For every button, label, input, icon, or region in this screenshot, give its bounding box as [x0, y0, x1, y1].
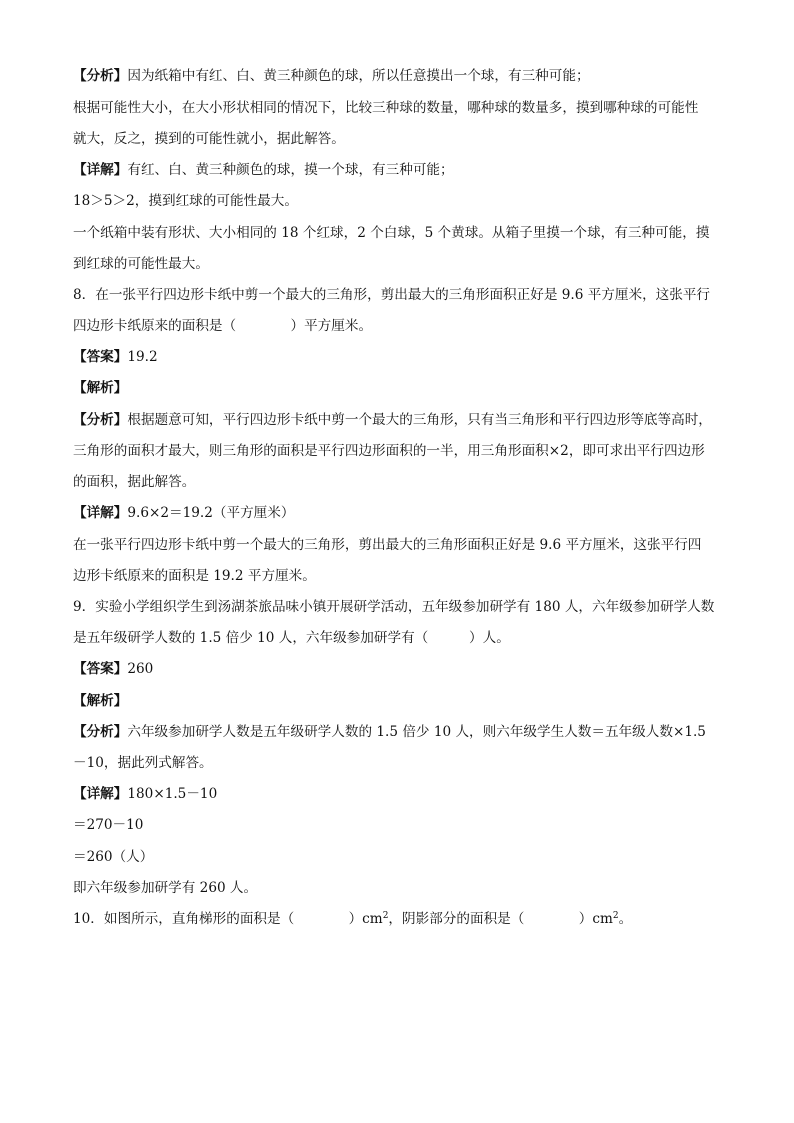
- line-text: 三角形的面积才最大，则三角形的面积是平行四边形面积的一半，用三角形面积×2，即可求出平行四边形: [73, 443, 705, 459]
- line-text: 9．实验小学组织学生到汤湖茶旅品味小镇开展研学活动，五年级参加研学有 180 人，六年级参加研学人数: [73, 599, 715, 615]
- line-text: 就大，反之，摸到的可能性就小，据此解答。: [73, 131, 345, 147]
- line-text: 8．在一张平行四边形卡纸中剪一个最大的三角形，剪出最大的三角形面积正好是 9.6 平方厘米，这张平行: [73, 287, 711, 303]
- line-text: 10．如图所示，直角梯形的面积是（ ）cm: [73, 911, 383, 927]
- section-tag: 【分析】: [73, 724, 128, 740]
- line-text: 是五年级研学人数的 1.5 倍少 10 人，六年级参加研学有（ ）人。: [73, 630, 510, 646]
- line-text: 即六年级参加研学有 260 人。: [73, 880, 258, 896]
- line-text: ＝260（人）: [73, 849, 154, 865]
- text-line: [73, 160, 454, 180]
- line-text: 的面积，据此解答。: [73, 474, 196, 490]
- text-line: [73, 535, 701, 555]
- line-text: 四边形卡纸原来的面积是（ ）平方厘米。: [73, 318, 373, 334]
- question-line: [73, 909, 632, 929]
- line-text: 260: [127, 661, 154, 677]
- text-line: [73, 223, 709, 243]
- question-line: [73, 628, 510, 648]
- line-text: 18＞5＞2，摸到红球的可能性最大。: [73, 193, 298, 209]
- text-line: [73, 566, 316, 586]
- section-tag: 【答案】: [73, 661, 128, 677]
- section-tag: 【分析】: [73, 412, 128, 428]
- line-text: 六年级参加研学人数是五年级研学人数的 1.5 倍少 10 人，则六年级学生人数＝五年级人数×1.5: [127, 724, 706, 740]
- section-tag: 【解析】: [73, 693, 128, 709]
- text-line: [73, 878, 257, 898]
- line-text: 在一张平行四边形卡纸中剪一个最大的三角形，剪出最大的三角形面积正好是 9.6 平方厘米，这张平行四: [73, 537, 702, 553]
- answer-line: [73, 659, 153, 679]
- question-line: [73, 285, 710, 305]
- text-line: [73, 254, 209, 274]
- text-line: [73, 847, 153, 867]
- line-text: 一个纸箱中装有形状、大小相同的 18 个红球，2 个白球，5 个黄球。从箱子里摸一个球，有三种可能，摸: [73, 225, 710, 241]
- text-line: [73, 191, 298, 211]
- line-text: 因为纸箱中有红、白、黄三种颜色的球，所以任意摸出一个球，有三种可能；: [127, 68, 590, 84]
- line-text: 。: [618, 911, 633, 927]
- line-text: 9.6×2＝19.2（平方厘米）: [127, 505, 295, 521]
- text-line: [73, 410, 712, 430]
- line-text: 边形卡纸原来的面积是 19.2 平方厘米。: [73, 568, 316, 584]
- section-tag: 【分析】: [73, 68, 128, 84]
- text-line: [73, 784, 217, 804]
- text-line: [73, 503, 294, 523]
- section-tag: 【详解】: [73, 786, 128, 802]
- text-line: [73, 815, 143, 835]
- text-line: [73, 753, 213, 773]
- line-text: 19.2: [127, 349, 158, 365]
- answer-line: [73, 347, 158, 367]
- line-text: 根据题意可知，平行四边形卡纸中剪一个最大的三角形，只有当三角形和平行四边形等底等高时，: [127, 412, 712, 428]
- question-line: [73, 597, 714, 617]
- section-tag: 【详解】: [73, 162, 128, 178]
- line-text: ＝270－10: [73, 817, 144, 833]
- analysis-header: [73, 691, 127, 711]
- question-line: [73, 316, 372, 336]
- superscript: 2: [382, 911, 389, 921]
- section-tag: 【答案】: [73, 349, 128, 365]
- line-text: ，阴影部分的面积是（ ）cm: [388, 911, 613, 927]
- text-line: [73, 98, 698, 118]
- line-text: 有红、白、黄三种颜色的球，摸一个球，有三种可能；: [127, 162, 454, 178]
- text-line: [73, 722, 706, 742]
- line-text: 到红球的可能性最大。: [73, 256, 209, 272]
- text-line: [73, 66, 590, 86]
- text-line: [73, 129, 345, 149]
- section-tag: 【解析】: [73, 380, 128, 396]
- section-tag: 【详解】: [73, 505, 128, 521]
- superscript: 2: [612, 911, 619, 921]
- line-text: 180×1.5－10: [127, 786, 218, 802]
- text-line: [73, 441, 705, 461]
- analysis-header: [73, 378, 127, 398]
- text-line: [73, 472, 195, 492]
- line-text: －10，据此列式解答。: [73, 755, 213, 771]
- line-text: 根据可能性大小，在大小形状相同的情况下，比较三种球的数量，哪种球的数量多，摸到哪种球的可能性: [73, 100, 699, 116]
